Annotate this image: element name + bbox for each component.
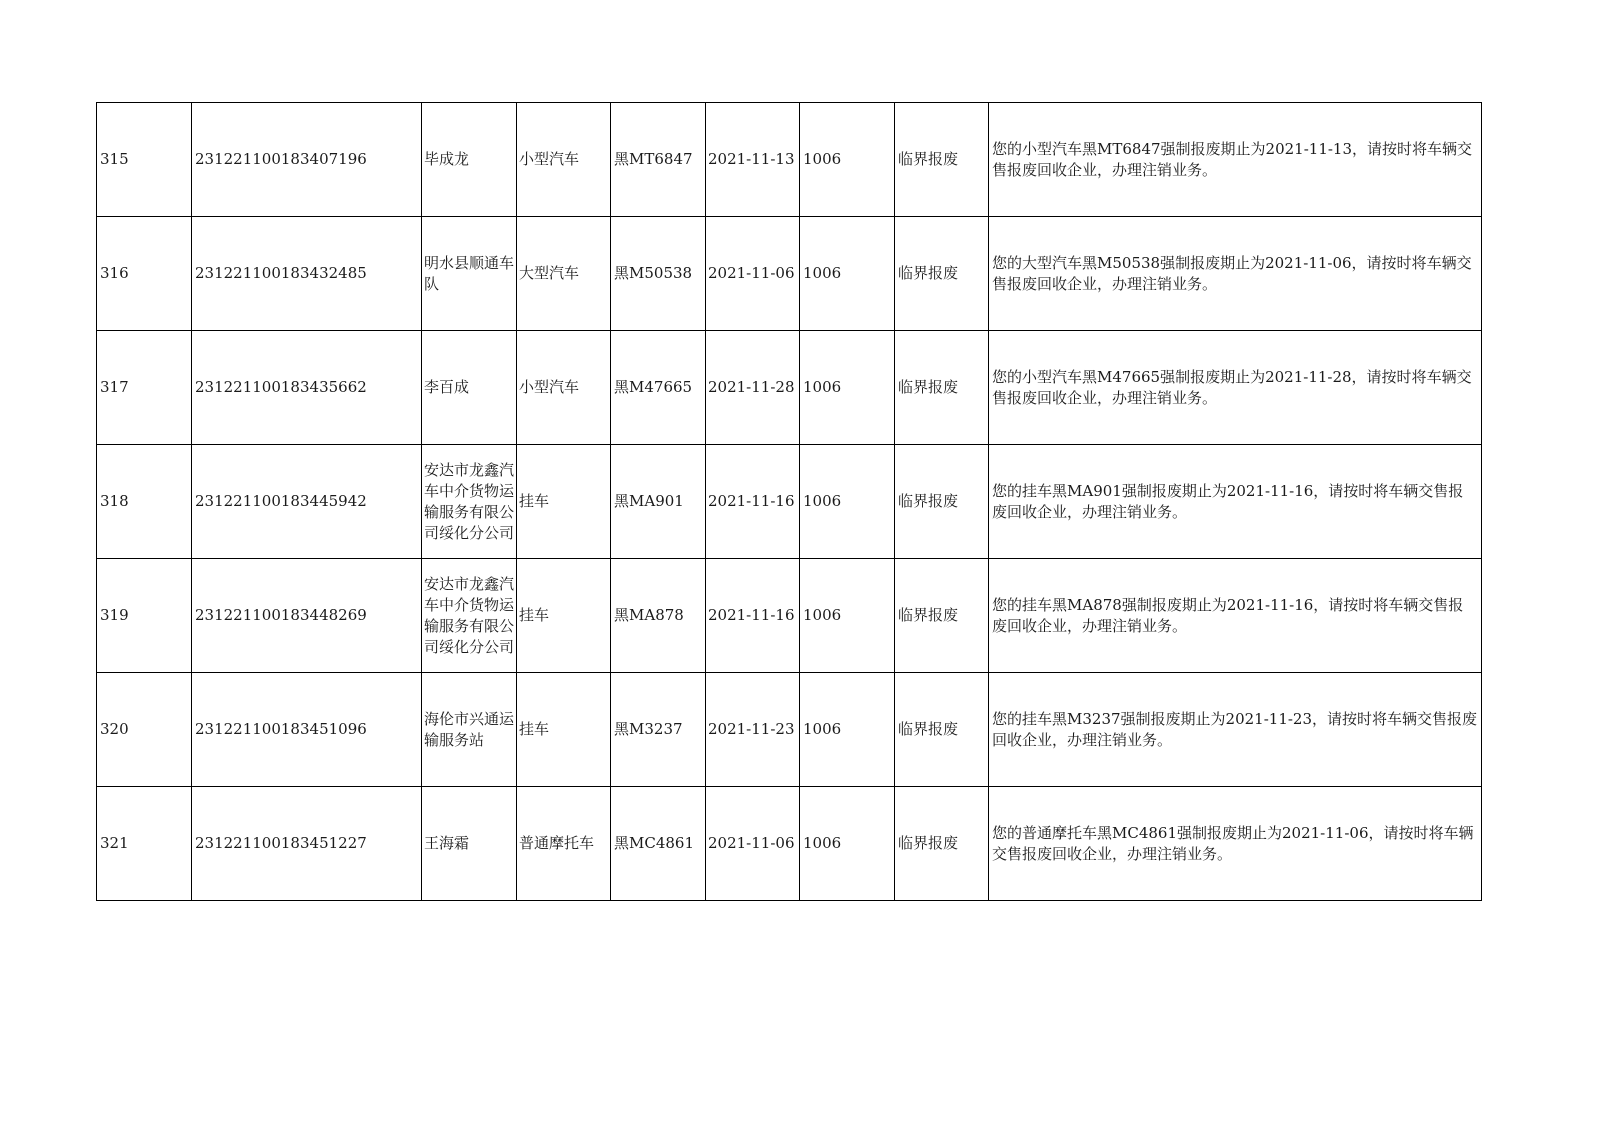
scrap-date-cell: 2021-11-06: [706, 787, 800, 901]
record-id-cell: 231221100183451227: [192, 787, 422, 901]
notice-message-cell: 您的普通摩托车黑MC4861强制报废期止为2021-11-06，请按时将车辆交售报废回收企业，办理注销业务。: [989, 787, 1482, 901]
plate-number-cell: 黑MA901: [611, 445, 706, 559]
plate-number-cell: 黑M3237: [611, 673, 706, 787]
table-row: [97, 787, 1482, 901]
table-row: [97, 445, 1482, 559]
vehicle-type-cell: 小型汽车: [517, 331, 611, 445]
record-id-cell: 231221100183407196: [192, 103, 422, 217]
plate-number-cell: 黑MA878: [611, 559, 706, 673]
notice-message-cell: 您的挂车黑MA878强制报废期止为2021-11-16，请按时将车辆交售报废回收企业，办理注销业务。: [989, 559, 1482, 673]
status-cell: 临界报废: [895, 217, 989, 331]
plate-number-cell: 黑M47665: [611, 331, 706, 445]
table-row: [97, 559, 1482, 673]
plate-number-cell: 黑M50538: [611, 217, 706, 331]
row-number-cell: 319: [97, 559, 192, 673]
table-row: [97, 103, 1482, 217]
code-cell: 1006: [800, 673, 895, 787]
notice-message-cell: 您的小型汽车黑M47665强制报废期止为2021-11-28，请按时将车辆交售报废回收企业，办理注销业务。: [989, 331, 1482, 445]
owner-name-cell: 王海霜: [422, 787, 517, 901]
plate-number-cell: 黑MC4861: [611, 787, 706, 901]
status-cell: 临界报废: [895, 103, 989, 217]
notice-message-cell: 您的挂车黑M3237强制报废期止为2021-11-23，请按时将车辆交售报废回收企业，办理注销业务。: [989, 673, 1482, 787]
row-number-cell: 317: [97, 331, 192, 445]
notice-message-cell: 您的小型汽车黑MT6847强制报废期止为2021-11-13，请按时将车辆交售报废回收企业，办理注销业务。: [989, 103, 1482, 217]
code-cell: 1006: [800, 559, 895, 673]
vehicle-type-cell: 挂车: [517, 673, 611, 787]
scrap-date-cell: 2021-11-28: [706, 331, 800, 445]
code-cell: 1006: [800, 445, 895, 559]
owner-name-cell: 明水县顺通车队: [422, 217, 517, 331]
record-id-cell: 231221100183448269: [192, 559, 422, 673]
scrap-date-cell: 2021-11-16: [706, 559, 800, 673]
row-number-cell: 318: [97, 445, 192, 559]
code-cell: 1006: [800, 787, 895, 901]
owner-name-cell: 李百成: [422, 331, 517, 445]
owner-name-cell: 毕成龙: [422, 103, 517, 217]
notice-message-cell: 您的大型汽车黑M50538强制报废期止为2021-11-06，请按时将车辆交售报废回收企业，办理注销业务。: [989, 217, 1482, 331]
scrap-date-cell: 2021-11-06: [706, 217, 800, 331]
table-row: [97, 217, 1482, 331]
status-cell: 临界报废: [895, 787, 989, 901]
owner-name-cell: 安达市龙鑫汽车中介货物运输服务有限公司绥化分公司: [422, 445, 517, 559]
plate-number-cell: 黑MT6847: [611, 103, 706, 217]
owner-name-cell: 海伦市兴通运输服务站: [422, 673, 517, 787]
vehicle-type-cell: 挂车: [517, 559, 611, 673]
record-id-cell: 231221100183435662: [192, 331, 422, 445]
scrap-date-cell: 2021-11-16: [706, 445, 800, 559]
record-id-cell: 231221100183451096: [192, 673, 422, 787]
vehicle-type-cell: 小型汽车: [517, 103, 611, 217]
notice-message-cell: 您的挂车黑MA901强制报废期止为2021-11-16，请按时将车辆交售报废回收企业，办理注销业务。: [989, 445, 1482, 559]
status-cell: 临界报废: [895, 559, 989, 673]
status-cell: 临界报废: [895, 331, 989, 445]
table-row: [97, 331, 1482, 445]
row-number-cell: 320: [97, 673, 192, 787]
vehicle-type-cell: 普通摩托车: [517, 787, 611, 901]
status-cell: 临界报废: [895, 673, 989, 787]
code-cell: 1006: [800, 217, 895, 331]
code-cell: 1006: [800, 331, 895, 445]
row-number-cell: 316: [97, 217, 192, 331]
table-body: [97, 103, 1482, 901]
status-cell: 临界报废: [895, 445, 989, 559]
vehicle-type-cell: 大型汽车: [517, 217, 611, 331]
record-id-cell: 231221100183432485: [192, 217, 422, 331]
row-number-cell: 315: [97, 103, 192, 217]
scrap-date-cell: 2021-11-23: [706, 673, 800, 787]
scrap-date-cell: 2021-11-13: [706, 103, 800, 217]
table-row: [97, 673, 1482, 787]
row-number-cell: 321: [97, 787, 192, 901]
code-cell: 1006: [800, 103, 895, 217]
vehicle-scrap-table: [96, 102, 1482, 901]
vehicle-type-cell: 挂车: [517, 445, 611, 559]
record-id-cell: 231221100183445942: [192, 445, 422, 559]
owner-name-cell: 安达市龙鑫汽车中介货物运输服务有限公司绥化分公司: [422, 559, 517, 673]
